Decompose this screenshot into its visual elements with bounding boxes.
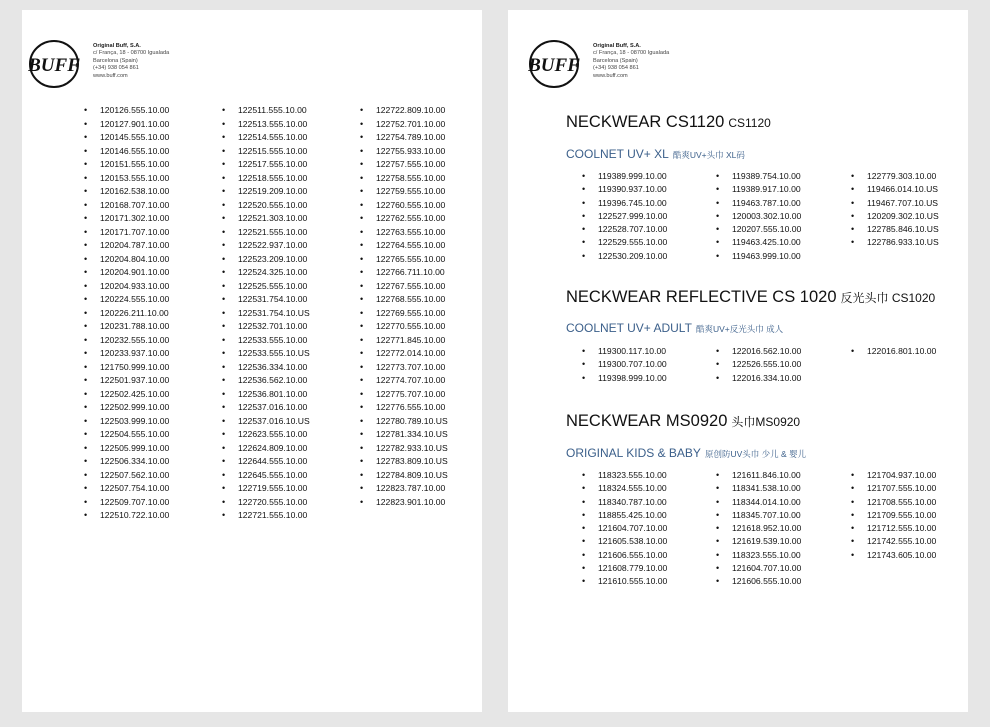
product-code-item: • 121611.846.10.00 xyxy=(716,469,801,482)
product-code-item: • 122772.014.10.00 xyxy=(360,347,448,361)
product-code-item: • 122532.701.10.00 xyxy=(222,320,310,334)
product-code-item: • 122536.334.10.00 xyxy=(222,361,310,375)
product-code-item: • 122504.555.10.00 xyxy=(84,428,169,442)
product-code-item: • 122767.555.10.00 xyxy=(360,280,448,294)
product-code-item: • 120003.302.10.00 xyxy=(716,210,801,223)
code-list-s2-col-2 xyxy=(716,345,801,385)
product-code-item: • 122510.722.10.00 xyxy=(84,509,169,523)
product-code-item: • 122016.562.10.00 xyxy=(716,345,801,358)
product-code-item: • 122527.999.10.00 xyxy=(582,210,667,223)
section-title-text: NECKWEAR CS1120 xyxy=(566,113,725,131)
product-code-item: • 122520.555.10.00 xyxy=(222,199,310,213)
product-code-item: • 118344.014.10.00 xyxy=(716,496,801,509)
product-code-item: • 119463.787.10.00 xyxy=(716,197,801,210)
product-code-item: • 122765.555.10.00 xyxy=(360,253,448,267)
product-code-item: • 122776.555.10.00 xyxy=(360,401,448,415)
product-code-item: • 121742.555.10.00 xyxy=(851,535,936,548)
document-page-right xyxy=(508,10,968,712)
product-code-item: • 122501.937.10.00 xyxy=(84,374,169,388)
product-code-item: • 119463.425.10.00 xyxy=(716,236,801,249)
code-list-s1-col-1 xyxy=(582,170,667,263)
product-code-item: • 120231.788.10.00 xyxy=(84,320,169,334)
product-code-item: • 122755.933.10.00 xyxy=(360,145,448,159)
product-code-item: • 122016.334.10.00 xyxy=(716,372,801,385)
product-code-item: • 120204.933.10.00 xyxy=(84,280,169,294)
product-code-item: • 122533.555.10.US xyxy=(222,347,310,361)
product-code-item: • 121608.779.10.00 xyxy=(582,562,667,575)
product-code-item: • 120207.555.10.00 xyxy=(716,223,801,236)
product-code-item: • 118323.555.10.00 xyxy=(582,469,667,482)
product-code-item: • 122762.555.10.00 xyxy=(360,212,448,226)
product-code-item: • 119466.014.10.US xyxy=(851,183,939,196)
product-code-item: • 122507.754.10.00 xyxy=(84,482,169,496)
product-code-item: • 122528.707.10.00 xyxy=(582,223,667,236)
subsection-cn: 酷爽UV+反光头巾 成人 xyxy=(695,324,784,334)
company-address-line2: Barcelona (Spain) xyxy=(93,57,138,64)
product-code-item: • 120209.302.10.US xyxy=(851,210,939,223)
subsection-text: COOLNET UV+ XL xyxy=(566,147,669,161)
product-code-item: • 120232.555.10.00 xyxy=(84,334,169,348)
code-list-column-3 xyxy=(360,104,448,509)
product-code-item: • 119396.745.10.00 xyxy=(582,197,667,210)
product-code-item: • 122644.555.10.00 xyxy=(222,455,310,469)
product-code-item: • 122757.555.10.00 xyxy=(360,158,448,172)
product-code-item: • 122509.707.10.00 xyxy=(84,496,169,510)
product-code-item: • 120146.555.10.00 xyxy=(84,145,169,159)
product-code-item: • 120126.555.10.00 xyxy=(84,104,169,118)
letterhead xyxy=(28,38,169,90)
product-code-item: • 122645.555.10.00 xyxy=(222,469,310,483)
product-code-item: • 121712.555.10.00 xyxy=(851,522,936,535)
product-code-item: • 122513.555.10.00 xyxy=(222,118,310,132)
product-code-item: • 122770.555.10.00 xyxy=(360,320,448,334)
product-code-item: • 121605.538.10.00 xyxy=(582,535,667,548)
product-code-item: • 121743.605.10.00 xyxy=(851,549,936,562)
product-code-item: • 122518.555.10.00 xyxy=(222,172,310,186)
buff-logo-icon xyxy=(28,38,80,90)
product-code-item: • 121606.555.10.00 xyxy=(716,575,801,588)
product-code-item: • 122823.787.10.00 xyxy=(360,482,448,496)
product-code-item: • 119467.707.10.US xyxy=(851,197,939,210)
code-list-column-2 xyxy=(222,104,310,523)
product-code-item: • 122521.303.10.00 xyxy=(222,212,310,226)
product-code-item: • 118323.555.10.00 xyxy=(716,549,801,562)
product-code-item: • 122771.845.10.00 xyxy=(360,334,448,348)
product-code-item: • 119389.999.10.00 xyxy=(582,170,667,183)
company-name: Original Buff, S.A. xyxy=(93,43,141,49)
product-code-item: • 122533.555.10.00 xyxy=(222,334,310,348)
buff-logo-icon xyxy=(528,38,580,90)
product-code-item: • 122524.325.10.00 xyxy=(222,266,310,280)
code-list-s2-col-3 xyxy=(851,345,936,358)
product-code-item: • 122823.901.10.00 xyxy=(360,496,448,510)
product-code-item: • 121606.555.10.00 xyxy=(582,549,667,562)
product-code-item: • 122503.999.10.00 xyxy=(84,415,169,429)
company-address-line1: c/ França, 18 - 08700 Igualada xyxy=(93,50,170,57)
company-info xyxy=(593,43,669,80)
product-code-item: • 122536.562.10.00 xyxy=(222,374,310,388)
product-code-item: • 122780.789.10.US xyxy=(360,415,448,429)
product-code-item: • 122529.555.10.00 xyxy=(582,236,667,249)
product-code-item: • 122514.555.10.00 xyxy=(222,131,310,145)
product-code-item: • 122768.555.10.00 xyxy=(360,293,448,307)
product-code-item: • 122623.555.10.00 xyxy=(222,428,310,442)
company-info xyxy=(93,43,169,80)
product-code-item: • 118345.707.10.00 xyxy=(716,509,801,522)
company-phone: (+34) 938 054 861 xyxy=(93,65,139,72)
product-code-item: • 122502.425.10.00 xyxy=(84,388,169,402)
subsection-cn: 酷爽UV+头巾 XL码 xyxy=(672,150,745,160)
code-list-s1-col-3 xyxy=(851,170,939,250)
product-code-item: • 122531.754.10.US xyxy=(222,307,310,321)
subsection-original-kids xyxy=(566,446,806,460)
section-title-ms0920 xyxy=(566,412,800,431)
code-list-s1-col-2 xyxy=(716,170,801,263)
product-code-item: • 122531.754.10.00 xyxy=(222,293,310,307)
product-code-item: • 120145.555.10.00 xyxy=(84,131,169,145)
product-code-item: • 122773.707.10.00 xyxy=(360,361,448,375)
product-code-item: • 121619.539.10.00 xyxy=(716,535,801,548)
product-code-item: • 121708.555.10.00 xyxy=(851,496,936,509)
product-code-item: • 122506.334.10.00 xyxy=(84,455,169,469)
product-code-item: • 122781.334.10.US xyxy=(360,428,448,442)
product-code-item: • 118340.787.10.00 xyxy=(582,496,667,509)
product-code-item: • 120224.555.10.00 xyxy=(84,293,169,307)
product-code-item: • 122722.809.10.00 xyxy=(360,104,448,118)
product-code-item: • 122517.555.10.00 xyxy=(222,158,310,172)
product-code-item: • 120226.211.10.00 xyxy=(84,307,169,321)
product-code-item: • 120204.804.10.00 xyxy=(84,253,169,267)
product-code-item: • 122719.555.10.00 xyxy=(222,482,310,496)
product-code-item: • 121707.555.10.00 xyxy=(851,482,936,495)
product-code-item: • 122786.933.10.US xyxy=(851,236,939,249)
svg-text:BUFF: BUFF xyxy=(28,55,80,76)
product-code-item: • 122521.555.10.00 xyxy=(222,226,310,240)
product-code-item: • 122774.707.10.00 xyxy=(360,374,448,388)
code-list-column-1 xyxy=(84,104,169,523)
product-code-item: • 120127.901.10.00 xyxy=(84,118,169,132)
section-title-sub: CS1120 xyxy=(728,116,771,130)
section-title-text: NECKWEAR MS0920 xyxy=(566,412,728,430)
subsection-coolnet-adult xyxy=(566,321,783,335)
letterhead xyxy=(528,38,669,90)
product-code-item: • 122519.209.10.00 xyxy=(222,185,310,199)
product-code-item: • 122511.555.10.00 xyxy=(222,104,310,118)
product-code-item: • 120162.538.10.00 xyxy=(84,185,169,199)
code-list-s2-col-1 xyxy=(582,345,667,385)
product-code-item: • 122769.555.10.00 xyxy=(360,307,448,321)
product-code-item: • 120204.787.10.00 xyxy=(84,239,169,253)
product-code-item: • 122760.555.10.00 xyxy=(360,199,448,213)
product-code-item: • 120204.901.10.00 xyxy=(84,266,169,280)
product-code-item: • 120171.302.10.00 xyxy=(84,212,169,226)
section-title-sub: 头巾MS0920 xyxy=(731,415,801,429)
product-code-item: • 120168.707.10.00 xyxy=(84,199,169,213)
product-code-item: • 118324.555.10.00 xyxy=(582,482,667,495)
company-website: www.buff.com xyxy=(93,72,128,79)
company-name: Original Buff, S.A. xyxy=(593,43,641,49)
product-code-item: • 122759.555.10.00 xyxy=(360,185,448,199)
product-code-item: • 120153.555.10.00 xyxy=(84,172,169,186)
product-code-item: • 118341.538.10.00 xyxy=(716,482,801,495)
product-code-item: • 122624.809.10.00 xyxy=(222,442,310,456)
product-code-item: • 121610.555.10.00 xyxy=(582,575,667,588)
product-code-item: • 121618.952.10.00 xyxy=(716,522,801,535)
product-code-item: • 122752.701.10.00 xyxy=(360,118,448,132)
product-code-item: • 121604.707.10.00 xyxy=(582,522,667,535)
product-code-item: • 120151.555.10.00 xyxy=(84,158,169,172)
product-code-item: • 122754.789.10.00 xyxy=(360,131,448,145)
product-code-item: • 119389.917.10.00 xyxy=(716,183,801,196)
product-code-item: • 119300.117.10.00 xyxy=(582,345,667,358)
product-code-item: • 119398.999.10.00 xyxy=(582,372,667,385)
product-code-item: • 122505.999.10.00 xyxy=(84,442,169,456)
svg-text:BUFF: BUFF xyxy=(528,55,580,76)
product-code-item: • 122530.209.10.00 xyxy=(582,250,667,263)
product-code-item: • 122721.555.10.00 xyxy=(222,509,310,523)
product-code-item: • 119463.999.10.00 xyxy=(716,250,801,263)
product-code-item: • 122779.303.10.00 xyxy=(851,170,939,183)
company-address-line1: c/ França, 18 - 08700 Igualada xyxy=(593,50,670,57)
section-title-cs1120 xyxy=(566,113,771,132)
product-code-item: • 121704.937.10.00 xyxy=(851,469,936,482)
product-code-item: • 122526.555.10.00 xyxy=(716,358,801,371)
product-code-item: • 119390.937.10.00 xyxy=(582,183,667,196)
section-title-text: NECKWEAR REFLECTIVE CS 1020 xyxy=(566,288,837,306)
company-phone: (+34) 938 054 861 xyxy=(593,65,639,72)
product-code-item: • 119300.707.10.00 xyxy=(582,358,667,371)
code-list-s3-col-2 xyxy=(716,469,801,589)
product-code-item: • 122522.937.10.00 xyxy=(222,239,310,253)
product-code-item: • 122523.209.10.00 xyxy=(222,253,310,267)
company-website: www.buff.com xyxy=(593,72,628,79)
product-code-item: • 122784.809.10.US xyxy=(360,469,448,483)
code-list-s3-col-1 xyxy=(582,469,667,589)
section-title-sub: 反光头巾 CS1020 xyxy=(840,291,936,305)
product-code-item: • 122016.801.10.00 xyxy=(851,345,936,358)
product-code-item: • 122720.555.10.00 xyxy=(222,496,310,510)
product-code-item: • 121709.555.10.00 xyxy=(851,509,936,522)
product-code-item: • 122758.555.10.00 xyxy=(360,172,448,186)
product-code-item: • 122764.555.10.00 xyxy=(360,239,448,253)
subsection-coolnet-xl xyxy=(566,147,745,161)
product-code-item: • 119389.754.10.00 xyxy=(716,170,801,183)
product-code-item: • 122537.016.10.00 xyxy=(222,401,310,415)
product-code-item: • 122785.846.10.US xyxy=(851,223,939,236)
product-code-item: • 122775.707.10.00 xyxy=(360,388,448,402)
product-code-item: • 120233.937.10.00 xyxy=(84,347,169,361)
section-title-reflective xyxy=(566,288,935,307)
product-code-item: • 122507.562.10.00 xyxy=(84,469,169,483)
subsection-cn: 原创防UV头巾 少儿 & 婴儿 xyxy=(704,449,807,459)
subsection-text: COOLNET UV+ ADULT xyxy=(566,321,692,335)
product-code-item: • 122502.999.10.00 xyxy=(84,401,169,415)
product-code-item: • 122763.555.10.00 xyxy=(360,226,448,240)
product-code-item: • 122525.555.10.00 xyxy=(222,280,310,294)
product-code-item: • 122783.809.10.US xyxy=(360,455,448,469)
product-code-item: • 122537.016.10.US xyxy=(222,415,310,429)
product-code-item: • 122782.933.10.US xyxy=(360,442,448,456)
product-code-item: • 122515.555.10.00 xyxy=(222,145,310,159)
document-page-left xyxy=(22,10,482,712)
product-code-item: • 118855.425.10.00 xyxy=(582,509,667,522)
product-code-item: • 120171.707.10.00 xyxy=(84,226,169,240)
product-code-item: • 122536.801.10.00 xyxy=(222,388,310,402)
company-address-line2: Barcelona (Spain) xyxy=(593,57,638,64)
product-code-item: • 121604.707.10.00 xyxy=(716,562,801,575)
product-code-item: • 122766.711.10.00 xyxy=(360,266,448,280)
code-list-s3-col-3 xyxy=(851,469,936,562)
product-code-item: • 121750.999.10.00 xyxy=(84,361,169,375)
subsection-text: ORIGINAL KIDS & BABY xyxy=(566,446,701,460)
